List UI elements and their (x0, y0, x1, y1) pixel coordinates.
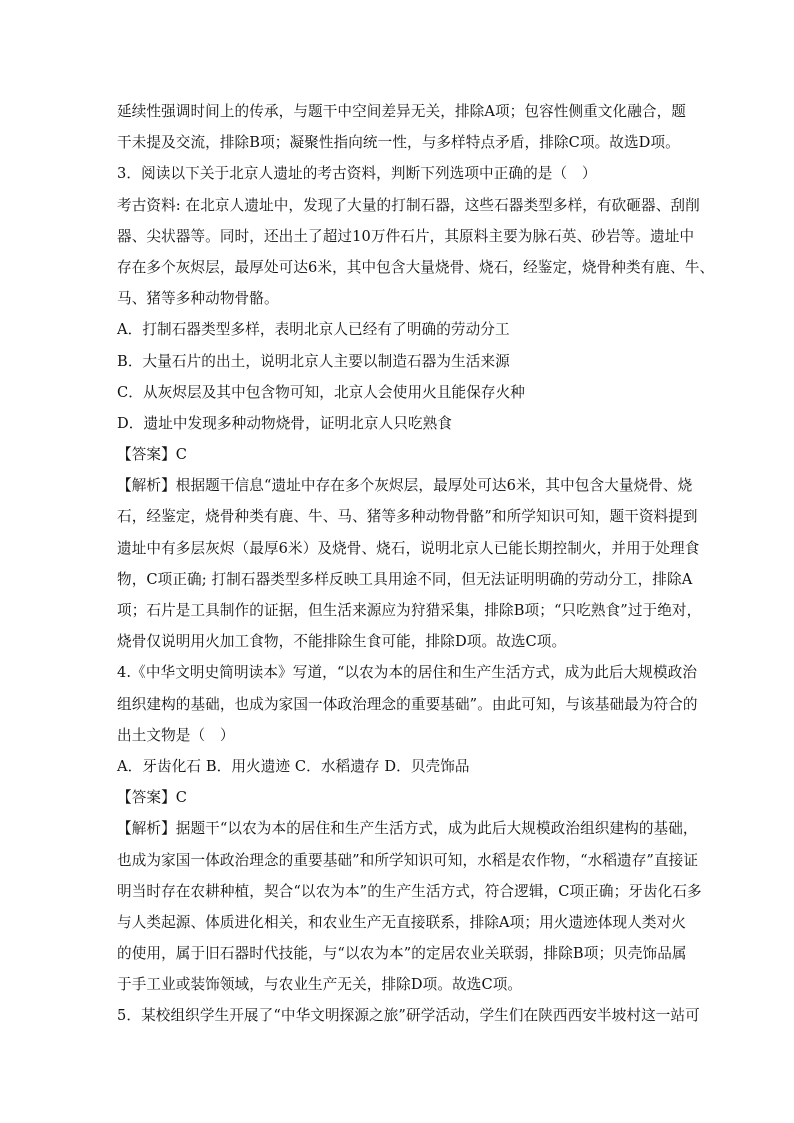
text-line: 物，C项正确; 打制石器类型多样反映工具用途不同，但无法证明明确的劳动分工，排除A (117, 570, 693, 588)
text-line: 器、尖状器等。同时，还出土了超过10万件石片，其原料主要为脉石英、砂岩等。遗址中 (117, 227, 695, 245)
text-line: C．从灰烬层及其中包含物可知，北京人会使用火且能保存火种 (117, 383, 525, 401)
text-line: 【答案】C (117, 789, 188, 807)
text-line: 遗址中有多层灰烬（最厚6米）及烧骨、烧石，说明北京人已能长期控制火，并用于处理食 (117, 539, 700, 557)
text-line: 的使用，属于旧石器时代技能，与“以农为本”的定居农业关联弱，排除B项；贝壳饰品属 (117, 945, 687, 963)
text-line: 石，经鉴定，烧骨种类有鹿、牛、马、猪等多种动物骨骼”和所学知识可知，题干资料提到 (117, 508, 698, 526)
text-line: 项；石片是工具制作的证据，但生活来源应为狩猎采集，排除B项；“只吃熟食”过于绝对， (117, 602, 702, 619)
text-line: 3．阅读以下关于北京人遗址的考古资料，判断下列选项中正确的是（ ） (117, 165, 597, 183)
text-line: 【解析】据题干“以农为本的居住和生产生活方式，成为此后大规模政治组织建构的基础， (117, 820, 698, 838)
text-line: 干未提及交流，排除B项；凝聚性指向统一性，与多样特点矛盾，排除C项。故选D项。 (117, 134, 680, 152)
text-line: 烧骨仅说明用火加工食物，不能排除生食可能，排除D项。故选C项。 (117, 633, 567, 651)
text-line: 4.《中华文明史简明读本》写道，“以农为本的居住和生产生活方式，成为此后大规模政治 (117, 664, 698, 682)
text-line: 5．某校组织学生开展了“中华文明探源之旅”研学活动，学生们在陕西西安半坡村这一站可 (117, 1007, 700, 1025)
text-line: B．大量石片的出土，说明北京人主要以制造石器为生活来源 (117, 352, 510, 370)
text-line: 存在多个灰烬层，最厚处可达6米，其中包含大量烧骨、烧石，经鉴定，烧骨种类有鹿、牛、 (117, 258, 715, 276)
text-line: 马、猪等多种动物骨骼。 (117, 290, 279, 308)
text-line: 【答案】C (117, 446, 188, 464)
text-line: 明当时存在农耕种植，契合“以农为本”的生产生活方式，符合逻辑，C项正确；牙齿化石多 (117, 882, 702, 900)
text-line: 也成为家国一体政治理念的重要基础”和所学知识可知，水稻是农作物，“水稻遗存”直接证 (117, 851, 699, 869)
text-line: 考古资料: 在北京人遗址中，发现了大量的打制石器，这些石器类型多样，有砍砸器、刮削 (117, 196, 700, 214)
text-line: 与人类起源、体质进化相关，和农业生产无直接联系，排除A项；用火遗迹体现人类对火 (117, 913, 687, 931)
text-line: 于手工业或装饰领域，与农业生产无关，排除D项。故选C项。 (117, 976, 523, 994)
text-line: 组织建构的基础，也成为家国一体政治理念的重要基础”。由此可知，与该基础最为符合的 (117, 695, 698, 713)
text-line: 【解析】根据题干信息“遗址中存在多个灰烬层，最厚处可达6米，其中包含大量烧骨、烧 (117, 477, 693, 495)
text-line: 延续性强调时间上的传承，与题干中空间差异无关，排除A项；包容性侧重文化融合，题 (117, 103, 687, 120)
text-line: A．牙齿化石 B．用火遗迹 C．水稻遗存 D．贝壳饰品 (117, 757, 470, 775)
text-line: A．打制石器类型多样，表明北京人已经有了明确的劳动分工 (117, 321, 510, 339)
document-page (117, 96, 715, 1032)
text-line: D．遗址中发现多种动物烧骨，证明北京人只吃熟食 (117, 414, 453, 432)
text-line: 出土文物是（ ） (117, 726, 235, 744)
